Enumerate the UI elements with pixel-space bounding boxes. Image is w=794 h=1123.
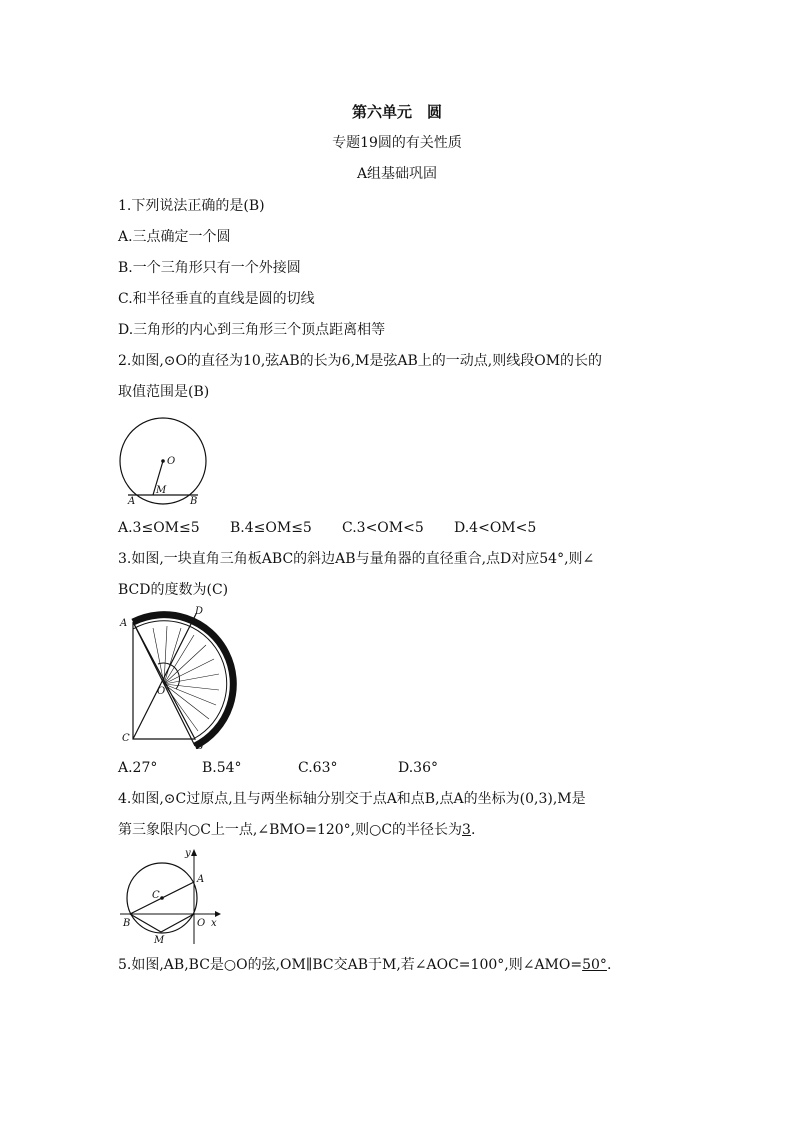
q2-options-row (118, 518, 688, 538)
q3-hypotenuse-ab (133, 622, 195, 746)
q3-label-d: D (195, 606, 204, 617)
q3-label-c: C (122, 733, 130, 744)
q4-y-arrow (191, 849, 197, 856)
q1-option-c: C.和半径垂直的直线是圆的切线 (118, 291, 315, 307)
q3-stem-line1: 3.如图,一块直角三角板ABC的斜边AB与量角器的直径重合,点D对应54°,则∠ (118, 551, 595, 567)
q2-label-b: B (190, 496, 198, 506)
q2-option-a: A.3≤OM≤5 (118, 520, 200, 536)
q4-label-y: y (185, 848, 191, 859)
q2-label-m: M (156, 485, 167, 496)
q4-label-c: C (152, 890, 160, 901)
q3-label-a: A (120, 618, 128, 629)
q3-stem-line2: BCD的度数为(C) (118, 582, 229, 598)
q2-label-a: A (128, 496, 136, 506)
q2-option-c: C.3<OM<5 (342, 520, 424, 536)
q3-options-row (118, 758, 688, 778)
q5-stem (118, 955, 688, 975)
q4-label-m: M (154, 935, 165, 946)
q2-label-o: O (167, 456, 176, 467)
q3-option-c: C.63° (298, 760, 338, 776)
q3-segment-cd (133, 614, 196, 739)
q4-stem-end: . (470, 822, 476, 838)
q5-stem-text: 5.如图,AB,BC是○O的弦,OM∥BC交AB于M,若∠AOC=100°,则∠AMO= (118, 957, 583, 973)
topic-title: 专题19圆的有关性质 (332, 135, 462, 151)
group-title: A组基础巩固 (356, 166, 438, 182)
q4-stem-text: 第三象限内○C上一点,∠BMO=120°,则○C的半径长为 (118, 822, 463, 838)
q2-option-b: B.4≤OM≤5 (230, 520, 312, 536)
q3-label-b: B (196, 741, 204, 752)
q2-option-d: D.4<OM<5 (454, 520, 537, 536)
q4-answer: 3 (462, 822, 471, 838)
q1-option-a: A.三点确定一个圆 (118, 229, 231, 245)
q5-answer: 50° (582, 957, 607, 973)
q2-stem-line1: 2.如图,⊙O的直径为10,弦AB的长为6,M是弦AB上的一动点,则线段OM的长的 (118, 353, 603, 369)
q3-option-b: B.54° (202, 760, 242, 776)
q4-stem-line1: 4.如图,⊙C过原点,且与两坐标轴分别交于点A和点B,点A的坐标为(0,3),M是 (118, 791, 586, 807)
q4-label-o: O (197, 918, 206, 929)
q3-protractor-figure (118, 604, 248, 752)
q4-label-x: x (211, 918, 217, 929)
q1-option-d: D.三角形的内心到三角形三个顶点距离相等 (118, 322, 386, 338)
q4-label-a: A (197, 874, 205, 885)
q2-center-dot (161, 459, 165, 463)
q4-x-arrow (215, 911, 221, 917)
q2-stem-line2: 取值范围是(B) (118, 384, 210, 400)
q5-stem-end: . (606, 957, 612, 973)
q3-option-d: D.36° (398, 760, 438, 776)
q4-stem-line2 (118, 820, 688, 840)
q4-center-dot (160, 896, 164, 900)
q1-stem: 1.下列说法正确的是(B) (118, 198, 265, 214)
q2-circle-figure (115, 416, 215, 506)
q3-option-a: A.27° (118, 760, 158, 776)
q3-label-o: O (157, 686, 166, 697)
unit-title: 第六单元 圆 (351, 103, 442, 121)
q4-label-b: B (123, 918, 131, 929)
q4-coordinate-figure (115, 846, 225, 946)
q1-option-b: B.一个三角形只有一个外接圆 (118, 260, 301, 276)
